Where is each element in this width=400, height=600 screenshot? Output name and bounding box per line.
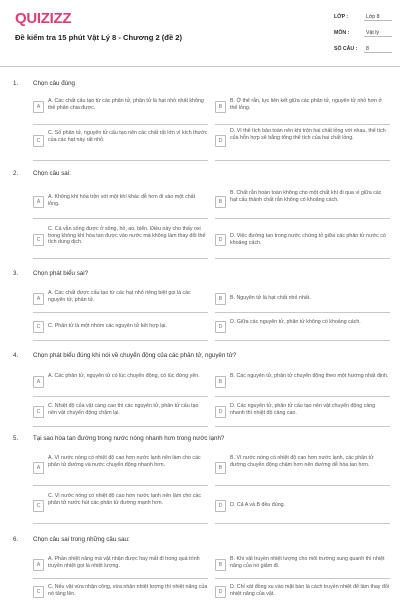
option-c[interactable] [33, 582, 208, 599]
quizizz-logo: QUIZIZZ [15, 10, 72, 27]
option-text: B. Khi vật truyền nhiệt lượng cho môi trường xung quanh thì nhiệt năng của nó giảm đi. [230, 556, 385, 569]
option-letter-box: D [215, 321, 226, 333]
option-a[interactable] [33, 188, 208, 219]
option-text: D. Giữa các nguyên tử, phân tử không có khoảng cách. [230, 319, 361, 325]
option-letter-box: A [33, 376, 44, 388]
meta-class-label: LỚP : [334, 14, 349, 20]
option-a[interactable] [33, 453, 208, 486]
option-text: C. Cá vẫn sống được ở sông, hồ, ao, biển. Điều này cho thấy oxi trong không khí hòa tan được vào nước mà không làm thay đổi thể tích dung dịch. [48, 226, 206, 246]
option-letter-box: C [33, 135, 44, 147]
option-letter-box: A [33, 559, 44, 571]
option-text: D. Các nguyên tử, phân tử cấu tạo nên vật chuyển động càng nhanh thì nhiệt độ càng cao. [230, 403, 376, 416]
option-text: A. Các chất được cấu tạo từ các hạt nhỏ riêng biệt gọi là các nguyên tử, phân tử. [48, 290, 191, 303]
option-letter-box: C [33, 586, 44, 598]
meta-count-value: 8 [364, 46, 392, 53]
question-text: Chọn phát biểu sai? [33, 270, 89, 277]
option-letter-box: A [33, 101, 44, 113]
meta-count-label: SỐ CÂU : [334, 46, 358, 52]
option-d[interactable] [215, 128, 390, 161]
option-text: D. Vì thể tích bảo toàn nên khi trộn hai chất lỏng với nhau, thể tích của hỗn hợp sẽ bằng tổng thể tích của hai chất lỏng. [230, 128, 386, 141]
option-letter-box: D [215, 586, 226, 598]
option-letter-box: B [215, 559, 226, 571]
option-c[interactable] [33, 224, 208, 259]
option-letter-box: B [215, 293, 226, 305]
option-a[interactable] [33, 554, 208, 579]
question-text: Chọn câu sai trong những câu sau: [33, 536, 130, 543]
option-text: C. Phân tử là một nhóm các nguyên tử kết hợp lại. [48, 323, 167, 329]
question-text: Chọn phát biểu đúng khi nói về chuyển động của các phân tử, nguyên tử? [33, 352, 237, 359]
option-text: B. Nguyên tử là hạt chất nhỏ nhất. [230, 295, 311, 301]
question-number: 5. [13, 435, 19, 442]
option-letter-box: D [215, 500, 226, 512]
meta-subject-value: Vật lý [364, 30, 392, 37]
option-text: C. Số phân tử, nguyên tử cấu tạo nên các chất rất lớn vì kích thước của các hạt này rất nhỏ. [48, 130, 208, 143]
question-number: 4. [13, 352, 19, 359]
option-text: A. Không khí hòa trộn với một khí khác dễ hơn đi vào một chất lỏng. [48, 194, 196, 207]
option-b[interactable] [215, 370, 390, 397]
question-text: Chọn câu sai: [33, 170, 71, 177]
meta-class-value: Lớp 8 [364, 14, 392, 21]
option-b[interactable] [215, 96, 390, 125]
option-d[interactable] [215, 316, 390, 341]
option-text: B. Các nguyên tử, phân tử chuyển động theo một hướng nhất định. [230, 373, 389, 379]
option-d[interactable] [215, 491, 390, 524]
option-a[interactable] [33, 288, 208, 313]
option-letter-box: D [215, 406, 226, 418]
question-text: Chọn câu đúng [33, 80, 75, 87]
option-text: B. Chất rắn hoàn toàn không cho một chất khí đi qua vì giữa các hạt cấu thành chất rắn không có khoảng cách. [230, 190, 382, 203]
question-number: 1. [13, 80, 19, 87]
option-text: B. Vì nước nóng có nhiệt độ cao hơn nước lạnh, các phân tử đường chuyển động chậm hơn nên đường dễ hòa tan hơn. [230, 455, 374, 468]
meta-subject-label: MÔN : [334, 30, 350, 36]
option-text: A. Các phân tử, nguyên tử có lúc chuyển động, có lúc đứng yên. [48, 373, 200, 379]
option-text: D. Chỉ xát đồng xu vào mặt bàn là cách truyền nhiệt để làm thay đổi nhiệt năng của vật. [230, 584, 389, 597]
option-d[interactable] [215, 400, 390, 427]
question-number: 3. [13, 270, 19, 277]
option-text: C. Nhiệt độ của vật càng cao thì các nguyên tử, phân tử cấu tạo nên vật chuyển động chậm lại. [48, 403, 199, 416]
option-b[interactable] [215, 554, 390, 579]
option-letter-box: B [215, 462, 226, 474]
option-a[interactable] [33, 96, 208, 125]
question-number: 6. [13, 536, 19, 543]
option-c[interactable] [33, 491, 208, 524]
worksheet-title: Đề kiểm tra 15 phút Vật Lý 8 - Chương 2 (đề 2) [15, 33, 183, 42]
option-letter-box: A [33, 293, 44, 305]
option-letter-box: B [215, 376, 226, 388]
option-c[interactable] [33, 128, 208, 161]
option-text: C. Vì nước nóng có nhiệt độ cao hơn nước lạnh nên làm cho các phân tử nước hút các phân tử đường mạnh hơn. [48, 493, 201, 506]
option-b[interactable] [215, 288, 390, 313]
option-b[interactable] [215, 453, 390, 486]
option-text: A. Vì nước nóng có nhiệt độ cao hơn nước lạnh nên làm cho các phân tử đường và nước chuyển động nhanh hơn. [48, 455, 201, 468]
meta-class [334, 14, 392, 21]
option-letter-box: B [215, 196, 226, 208]
option-text: C. Nếu vật vừa nhận công, vừa nhận nhiệt lượng thì nhiệt năng của nó tăng lên. [48, 584, 208, 597]
option-letter-box: C [33, 321, 44, 333]
option-c[interactable] [33, 400, 208, 427]
option-letter-box: C [33, 406, 44, 418]
question-number: 2. [13, 170, 19, 177]
option-letter-box: D [215, 135, 226, 147]
option-text: A. Phần nhiệt năng mà vật nhận được hay mất đi trong quá trình truyền nhiệt gọi là nhiệt lượng. [48, 556, 200, 569]
option-letter-box: C [33, 234, 44, 246]
option-letter-box: A [33, 462, 44, 474]
option-text: A. Các chất cấu tạo từ các phân tử, phân tử là hạt nhỏ nhất không thể phân chia được. [48, 98, 204, 111]
option-letter-box: B [215, 101, 226, 113]
option-b[interactable] [215, 188, 390, 219]
option-a[interactable] [33, 370, 208, 397]
option-letter-box: D [215, 234, 226, 246]
option-d[interactable] [215, 582, 390, 599]
option-letter-box: A [33, 196, 44, 208]
option-text: D. Cả A và B đều đúng. [230, 502, 286, 508]
option-text: B. Ở thể rắn, lực liên kết giữa các phân tử, nguyên tử nhỏ hơn ở thể lỏng. [230, 98, 382, 111]
option-text: D. Việc đường tan trong nước chứng tỏ giữa các phân tử nước có khoảng cách. [230, 233, 386, 246]
meta-subject [334, 30, 392, 37]
worksheet-header [0, 0, 400, 67]
option-c[interactable] [33, 316, 208, 341]
meta-question-count [334, 46, 392, 53]
option-d[interactable] [215, 224, 390, 259]
option-letter-box: C [33, 500, 44, 512]
question-text: Tại sao hòa tan đường trong nước nóng nhanh hơn trong nước lạnh? [33, 435, 225, 442]
